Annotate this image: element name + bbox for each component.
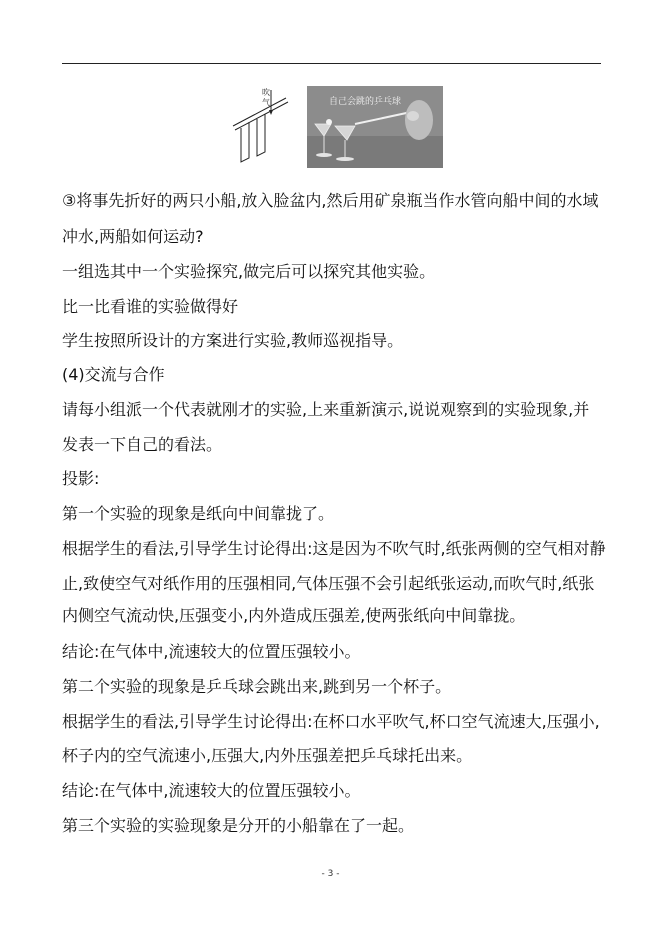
diagram-label-char1: 吹 <box>262 88 270 97</box>
paragraph-line: 第三个实验的实验现象是分开的小船靠在了一起。 <box>62 816 415 835</box>
paragraph-line: 第一个实验的现象是纸向中间靠拢了。 <box>62 504 335 523</box>
paragraph-line: 冲水,两船如何运动? <box>62 227 204 246</box>
conclusion-line: 结论:在气体中,流速较大的位置压强较小。 <box>62 642 361 661</box>
paragraph-line: ③将事先折好的两只小船,放入脸盆内,然后用矿泉瓶当作水管向船中间的水域 <box>62 191 599 210</box>
page-number: - 3 - <box>321 869 340 879</box>
conclusion-line: 结论:在气体中,流速较大的位置压强较小。 <box>62 781 361 800</box>
paper-blowing-diagram <box>231 86 291 168</box>
paragraph-line: 止,致使空气对纸作用的压强相同,气体压强不会引起纸张运动,而吹气时,纸张 <box>62 574 595 593</box>
paragraph-line: 一组选其中一个实验探究,做完后可以探究其他实验。 <box>62 262 436 281</box>
paragraph-line: 请每小组派一个代表就刚才的实验,上来重新演示,说说观察到的实验现象,并 <box>62 400 590 419</box>
paragraph-line: 杯子内的空气流速小,压强大,内外压强差把乒乓球托出来。 <box>62 746 473 765</box>
paragraph-line: 根据学生的看法,引导学生讨论得出:在杯口水平吹气,杯口空气流速大,压强小, <box>62 712 600 731</box>
paragraph-line: 比一比看谁的实验做得好 <box>62 297 239 316</box>
paragraph-line: 根据学生的看法,引导学生讨论得出:这是因为不吹气时,纸张两侧的空气相对静 <box>62 539 606 558</box>
diagram-label-char2: 气 <box>262 98 270 107</box>
section-heading: (4)交流与合作 <box>62 365 165 384</box>
header-rule <box>62 63 601 64</box>
paragraph-line: 学生按照所设计的方案进行实验,教师巡视指导。 <box>62 331 404 350</box>
paragraph-line: 第二个实验的现象是乒乓球会跳出来,跳到另一个杯子。 <box>62 677 452 696</box>
paragraph-line: 内侧空气流动快,压强变小,内外造成压强差,使两张纸向中间靠拢。 <box>62 606 526 625</box>
paragraph-line: 发表一下自己的看法。 <box>62 435 223 454</box>
ping-pong-photo <box>307 86 443 168</box>
photo-caption: 自己会跳的乒乓球 <box>329 97 402 107</box>
paragraph-line: 投影: <box>62 469 100 488</box>
